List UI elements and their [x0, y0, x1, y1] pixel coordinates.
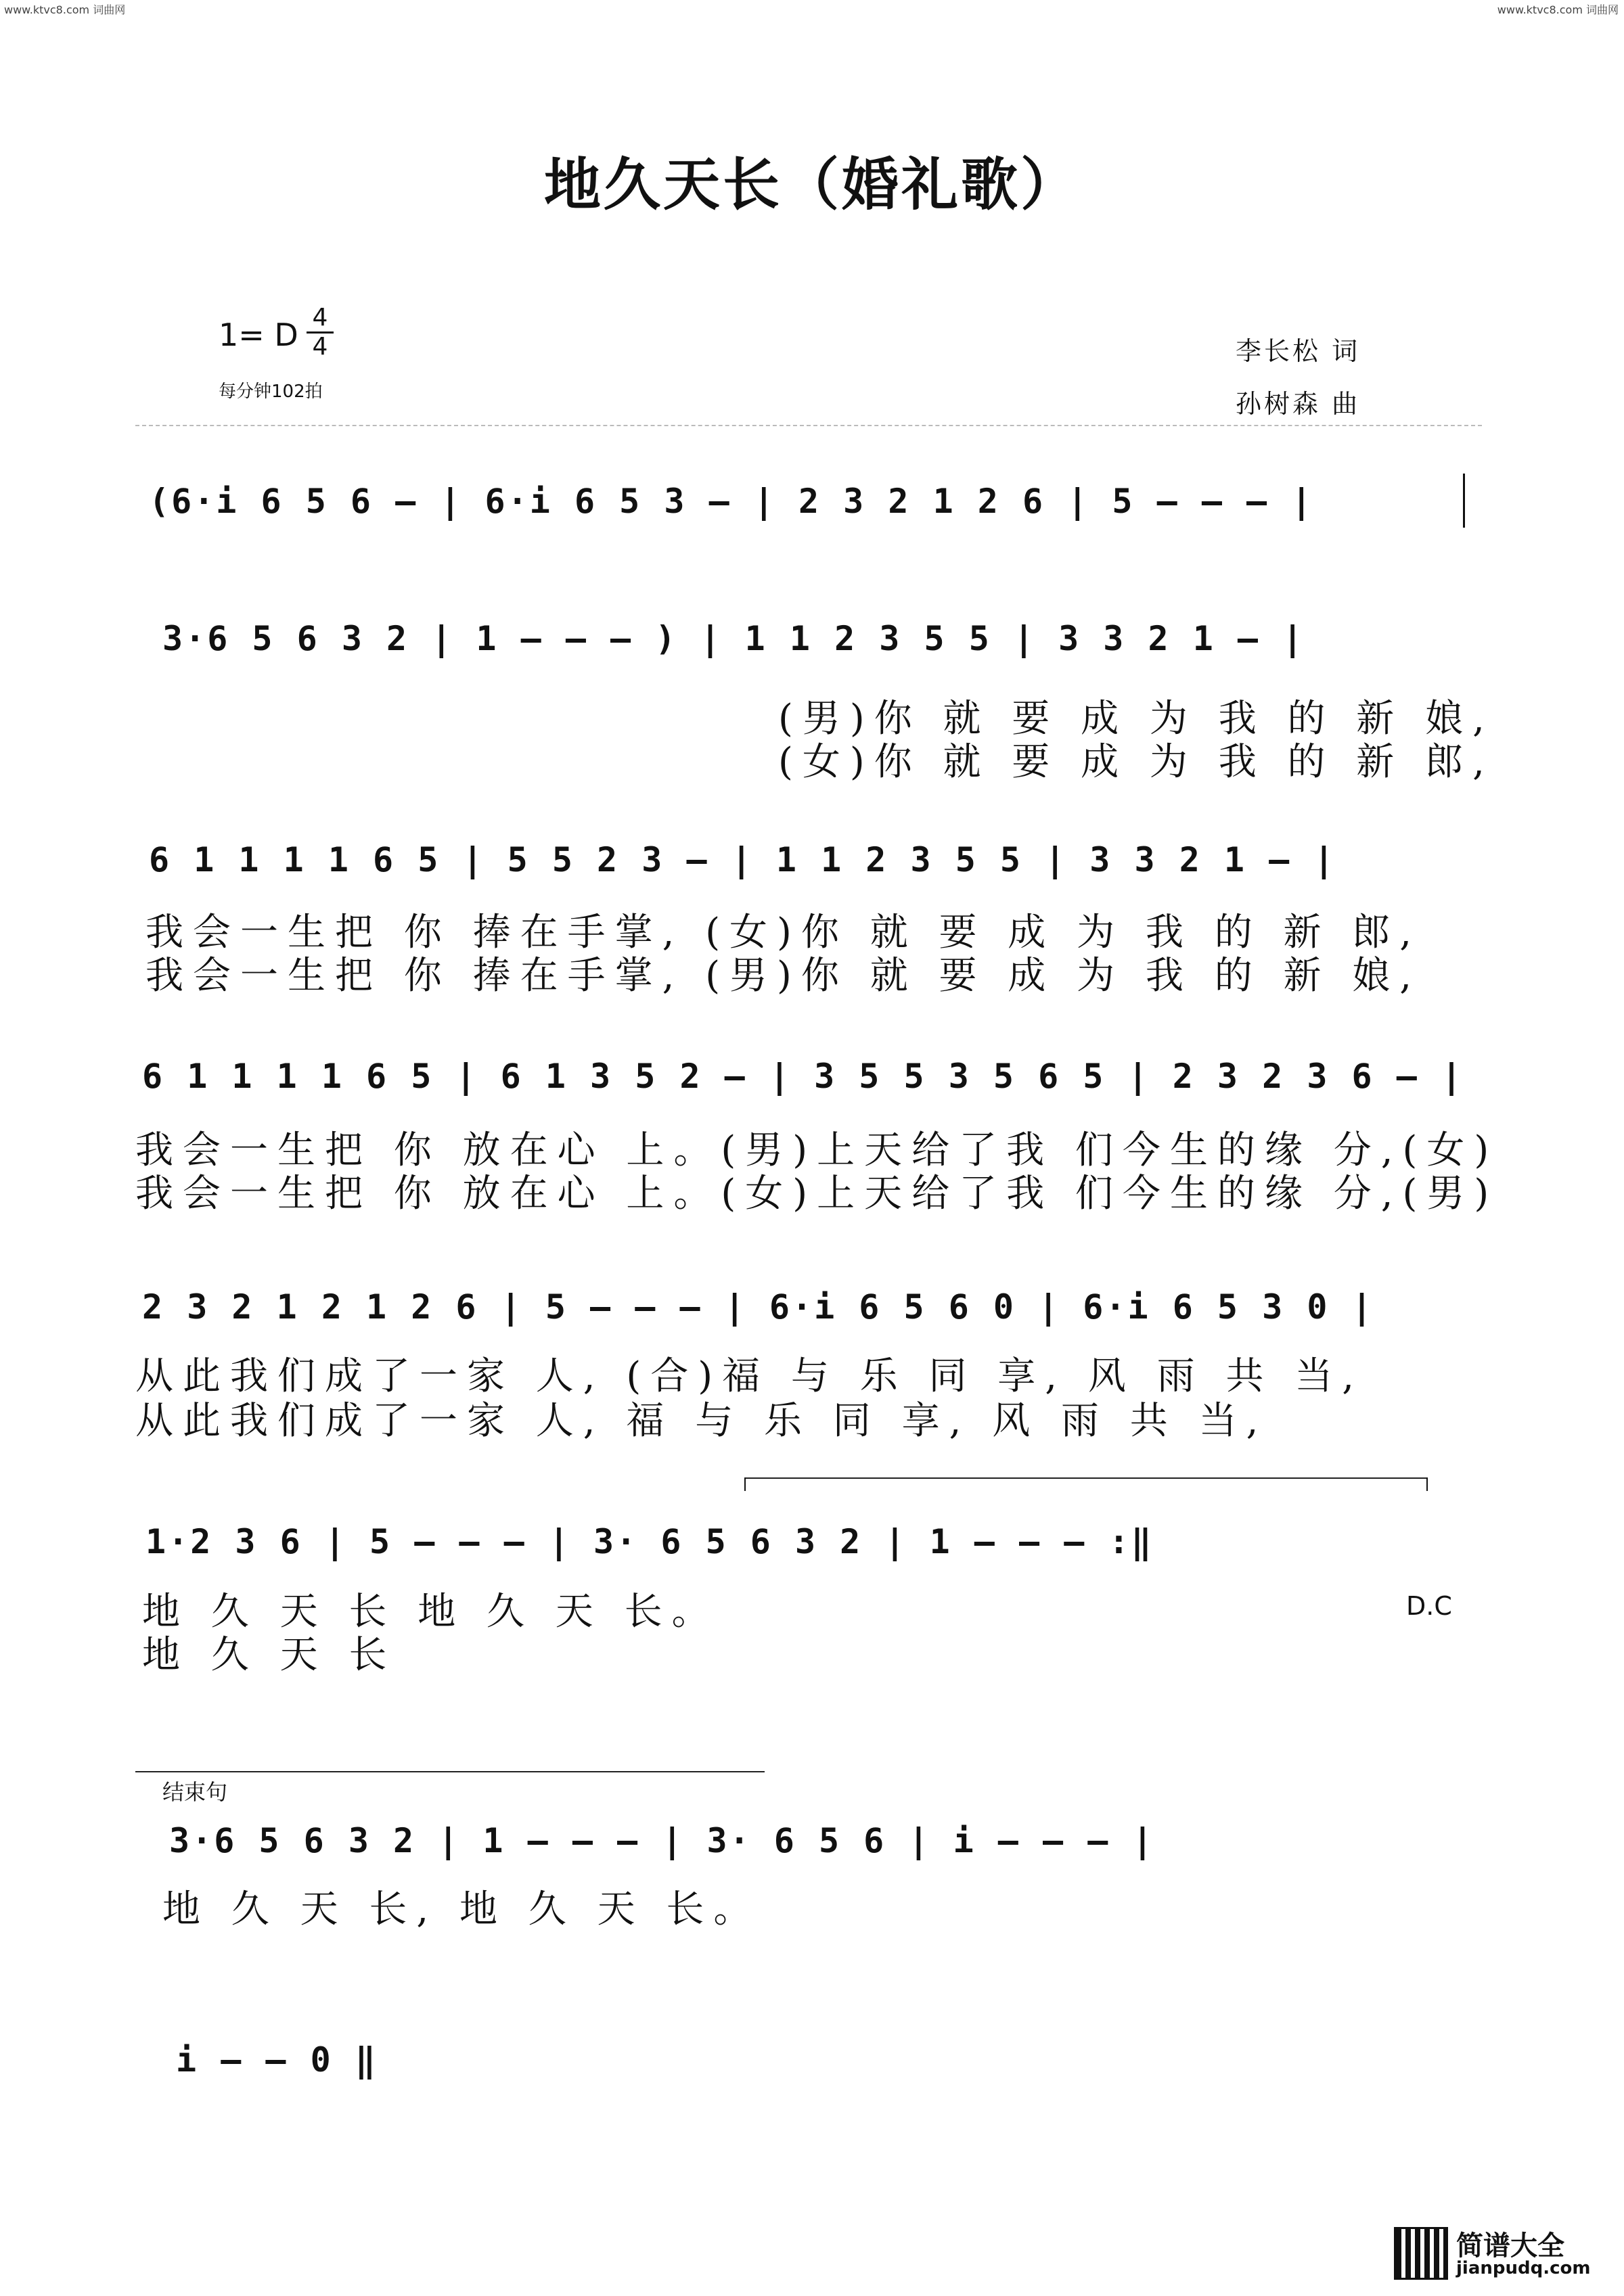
- notation-line-7: 3·6 5 6 3 2 | 1 – – – | 3· 6 5 6 | i – – – |: [169, 1821, 1155, 1860]
- ending-label: 结束句: [162, 1779, 228, 1805]
- volta-bracket: [744, 1477, 1428, 1479]
- line-end-bar: [1463, 474, 1465, 528]
- logo-title: 简谱大全: [1456, 2230, 1564, 2261]
- lyrics-line-6-a: 地 久 天 长 地 久 天 长。: [142, 1590, 719, 1634]
- page-title: 地久天长（婚礼歌）: [543, 151, 1080, 218]
- notation-line-4: 6 1 1 1 1 6 5 | 6 1 3 5 2 – | 3 5 5 3 5 6 5 | 2 3 2 3 6 – |: [142, 1057, 1464, 1096]
- notation-line-1: (6·i 6 5 6 – | 6·i 6 5 3 – | 2 3 2 1 2 6 | 5 – – – |: [149, 482, 1314, 521]
- ending-bracket: [135, 1771, 765, 1772]
- lyrics-line-2-male: (男)你 就 要 成 为 我 的 新 娘,: [778, 697, 1494, 741]
- lyrics-line-3-a: 我会一生把 你 捧在手掌, (女)你 就 要 成 为 我 的 新 郎,: [145, 911, 1422, 955]
- notation-line-3: 6 1 1 1 1 6 5 | 5 5 2 3 – | 1 1 2 3 5 5 | 3 3 2 1 – |: [149, 840, 1336, 879]
- site-watermark-right: www.ktvc8.com 词曲网: [1497, 3, 1619, 16]
- logo-url: jianpudq.com: [1456, 2258, 1591, 2278]
- lyrics-line-7: 地 久 天 长, 地 久 天 长。: [162, 1887, 761, 1931]
- lyrics-line-3-b: 我会一生把 你 捧在手掌, (男)你 就 要 成 为 我 的 新 娘,: [145, 954, 1422, 998]
- site-logo: [1394, 2224, 1597, 2282]
- notation-line-2: 3·6 5 6 3 2 | 1 – – – ) | 1 1 2 3 5 5 | 3 3 2 1 – |: [162, 619, 1305, 658]
- lyrics-line-5-b: 从此我们成了一家 人, 福 与 乐 同 享, 风 雨 共 当,: [135, 1399, 1268, 1443]
- tempo-marking: 每分钟102拍: [219, 382, 323, 402]
- site-watermark-left: www.ktvc8.com 词曲网: [4, 3, 126, 16]
- lyrics-line-4-a: 我会一生把 你 放在心 上。(男)上天给了我 们今生的缘 分,(女): [135, 1128, 1499, 1172]
- volta-bracket-left: [744, 1477, 746, 1491]
- volta-bracket-right: [1426, 1477, 1428, 1491]
- header-separator: [135, 425, 1482, 426]
- time-signature: 4 4: [307, 306, 334, 359]
- lyrics-line-2-female: (女)你 就 要 成 为 我 的 新 郎,: [778, 740, 1494, 784]
- piano-keys-icon: [1394, 2227, 1448, 2280]
- da-capo-mark: D.C: [1406, 1591, 1452, 1621]
- lyrics-line-6-b: 地 久 天 长: [142, 1633, 397, 1677]
- lyrics-line-5-a: 从此我们成了一家 人, (合)福 与 乐 同 享, 风 雨 共 当,: [135, 1354, 1364, 1398]
- lyrics-line-4-b: 我会一生把 你 放在心 上。(女)上天给了我 们今生的缘 分,(男): [135, 1172, 1499, 1216]
- lyricist-credit: 李长松 词: [1236, 336, 1361, 366]
- notation-line-6: 1·2 3 6 | 5 – – – | 3· 6 5 6 3 2 | 1 – – – :‖: [145, 1522, 1154, 1561]
- key-signature: 1= D: [219, 317, 298, 353]
- notation-line-5: 2 3 2 1 2 1 2 6 | 5 – – – | 6·i 6 5 6 0 | 6·i 6 5 3 0 |: [142, 1287, 1374, 1327]
- notation-line-8: i – – 0 ‖: [176, 2040, 378, 2080]
- composer-credit: 孙树森 曲: [1236, 389, 1361, 419]
